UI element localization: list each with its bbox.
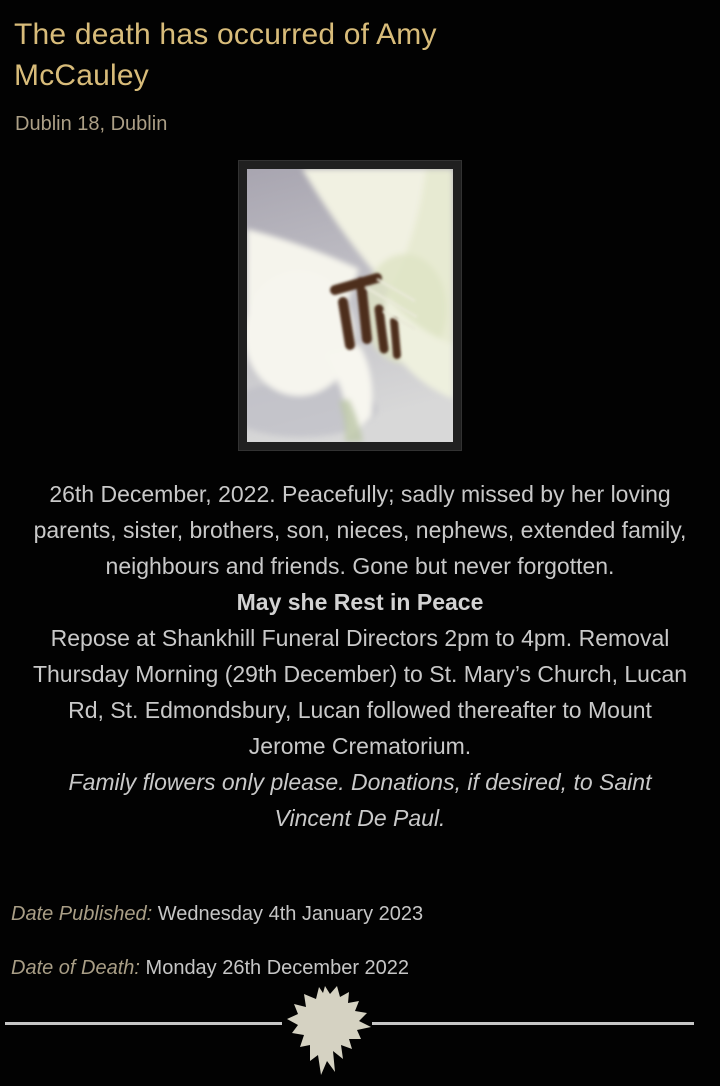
pressed-flower-icon [283, 982, 375, 1076]
date-published-label: Date Published: [11, 903, 153, 925]
date-published-row [11, 902, 423, 927]
memorial-photo [239, 161, 461, 450]
date-of-death-label: Date of Death: [11, 957, 140, 979]
date-of-death-value: Monday 26th December 2022 [145, 957, 410, 979]
white-lily-photo-icon [247, 169, 453, 442]
obituary-arrangements: Repose at Shankhill Funeral Directors 2pm to 4pm. Removal Thursday Morning (29th December) to St. Mary’s Church, Lucan Rd, St. Edmondsbury, Lucan followed thereafter to Mount Jerome Crematorium. [32, 625, 688, 759]
divider-line-left [5, 1022, 282, 1025]
date-published-value: Wednesday 4th January 2023 [157, 903, 424, 925]
page-title: The death has occurred of Amy McCauley [14, 18, 437, 92]
rest-in-peace-line: May she Rest in Peace [236, 589, 484, 615]
date-of-death-row [11, 956, 409, 981]
divider-line-right [372, 1022, 694, 1025]
obituary-text [30, 476, 690, 836]
obituary-announcement: 26th December, 2022. Peacefully; sadly missed by her loving parents, sister, brothers, son, nieces, nephews, extended family, neighbours and friends. Gone but never forgotten. [33, 481, 687, 579]
obituary-donations: Family flowers only please. Donations, if desired, to Saint Vincent De Paul. [68, 769, 652, 831]
location-text: Dublin 18, Dublin [15, 113, 168, 135]
